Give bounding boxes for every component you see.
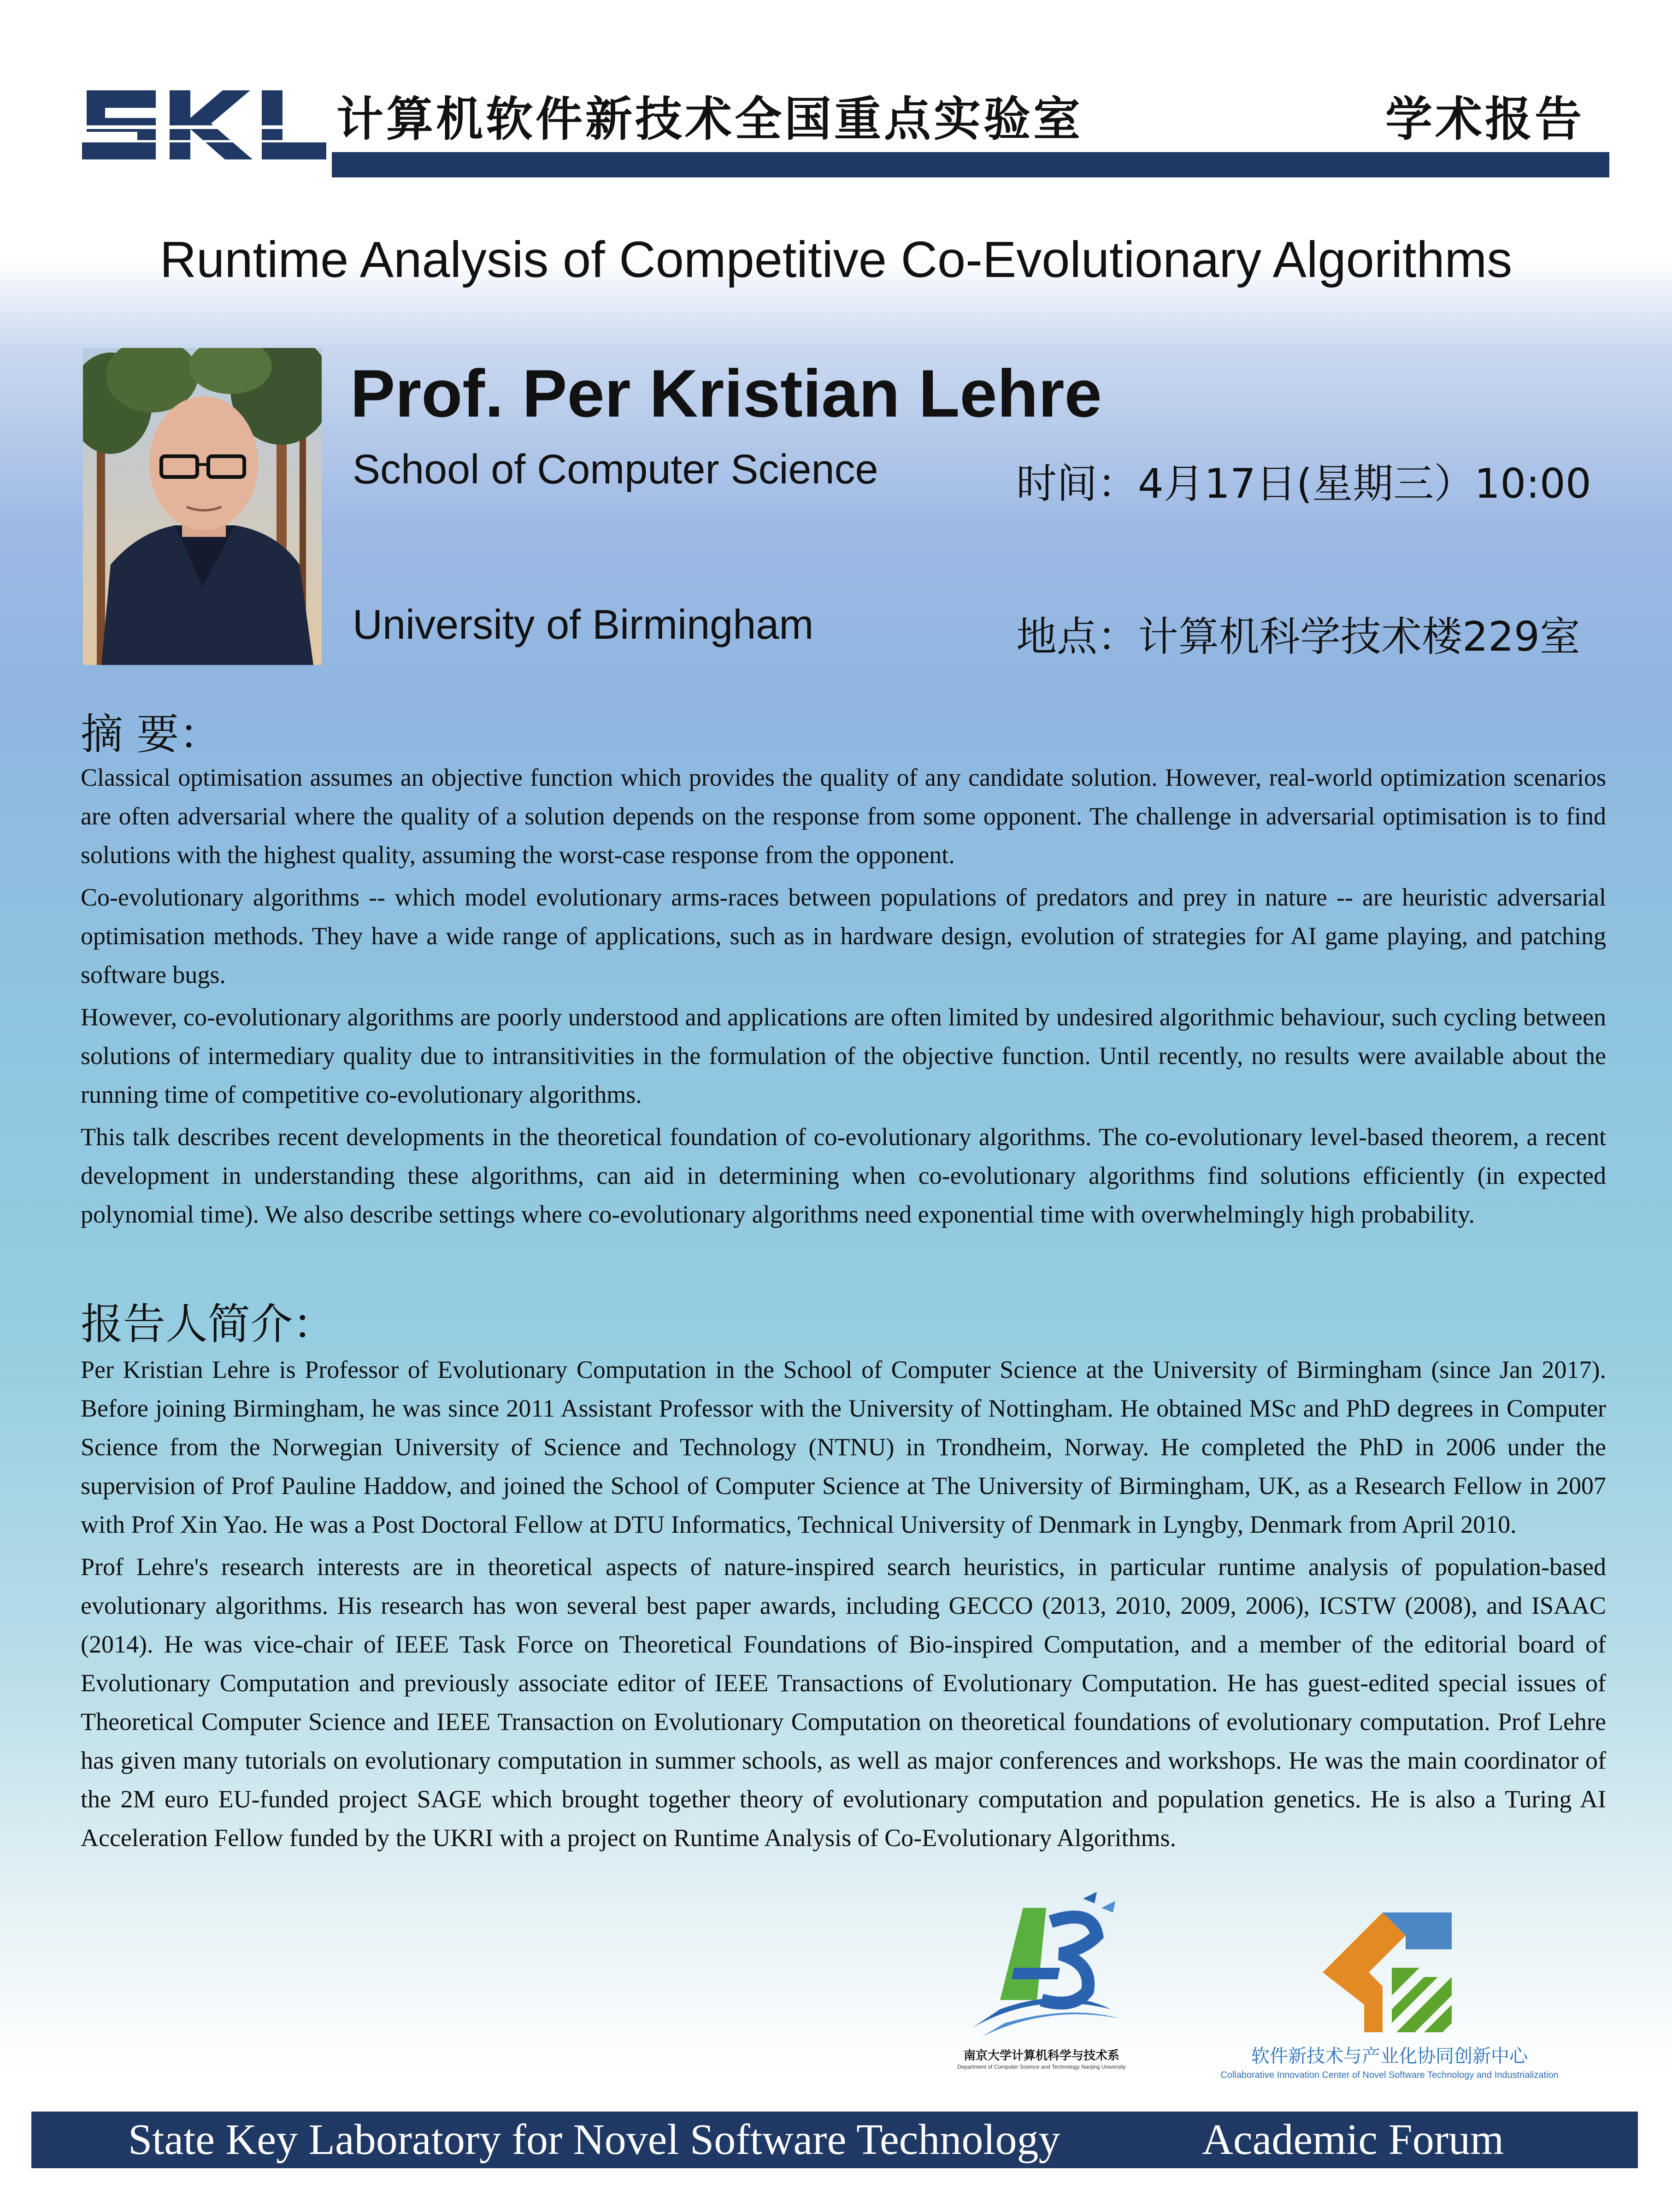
header-bar	[332, 152, 1609, 177]
footer-forum: Academic Forum	[1202, 2116, 1504, 2164]
report-label: 学术报告	[1385, 92, 1584, 147]
speaker-school: School of Computer Science	[353, 447, 878, 493]
footer-lab-name: State Key Laboratory for Novel Software Technology	[128, 2116, 1060, 2164]
speaker-name: Prof. Per Kristian Lehre	[350, 356, 1102, 431]
bio-heading: 报告人简介：	[81, 1300, 336, 1349]
speaker-university: University of Birmingham	[353, 602, 814, 648]
bio-paragraph: Prof Lehre's research interests are in theoretical aspects of nature-inspired search heuristics, in particular runtime analysis of population-based evolutionary algorithms. His research has won several best paper awards, including GECCO (2013, 2010, 2009, 2006), ICSTW (2008), and ISAAC (2014). He was vice-chair of IEEE Task Force on Theoretical Foundations of Bio-inspired Computation, and a member of the editorial board of Evolutionary Computation and previously associate editor of IEEE Transactions of Evolutionary Computation. He has guest-edited special issues of Theoretical Computer Science and IEEE Transaction on Evolutionary Computation on theoretical foundations of evolutionary computation. Prof Lehre has given many tutorials on evolutionary computation in summer schools, as well as major conferences and workshops. He was the main coordinator of the 2M euro EU-funded project SAGE which brought together theory of evolutionary computation and population genetics. He is also a Turing AI Acceleration Fellow funded by the UKRI with a project on Runtime Analysis of Co-Evolutionary Algorithms.	[81, 1553, 1606, 1852]
abstract-paragraph: This talk describes recent developments in the theoretical foundation of co-evolutionary algorithms. The co-evolutionary level-based theorem, a recent development in understanding these algorithms, can aid in determining when co-evolutionary algorithms find solutions efficiently (in expected polynomial time). We also describe settings where co-evolutionary algorithms need exponential time with overwhelmingly high probability.	[81, 1123, 1606, 1228]
center-name-en: Collaborative Innovation Center of Novel Software Technology and Industrialization	[1220, 2070, 1559, 2080]
lab-name: 计算机软件新技术全国重点实验室	[336, 92, 1083, 147]
talk-time: 时间：4月17日(星期三）10:00	[1016, 460, 1591, 507]
abstract-paragraph: Co-evolutionary algorithms -- which model evolutionary arms-races between populations of predators and prey in nature -- are heuristic adversarial optimisation methods. They have a wide range of applications, such as in hardware design, evolution of strategies for AI game playing, and patching software bugs.	[81, 883, 1606, 988]
talk-place: 地点：计算机科学技术楼229室	[1016, 613, 1580, 660]
footer-bar	[31, 2112, 1638, 2168]
abstract-paragraph: Classical optimisation assumes an objective function which provides the quality of any candidate solution. However, real-world optimization scenarios are often adversarial where the quality of a solution depends on the response from some opponent. The challenge in adversarial optimisation is to find solutions with the highest quality, assuming the worst-case response from the opponent.	[81, 764, 1606, 869]
speaker-photo	[83, 348, 322, 665]
abstract-body	[81, 758, 1606, 1237]
dept-name-en: Department of Computer Science and Technology Nanjing University	[957, 2064, 1126, 2070]
skl-logo	[77, 81, 329, 178]
center-logo	[1313, 1903, 1466, 2041]
center-name-cn: 软件新技术与产业化协同创新中心	[1251, 2046, 1528, 2067]
bio-body	[81, 1350, 1606, 1861]
dept-name-cn: 南京大学计算机科学与技术系	[963, 2049, 1119, 2063]
bio-paragraph: Per Kristian Lehre is Professor of Evolutionary Computation in the School of Computer Science at the University of Birmingham (since Jan 2017). Before joining Birmingham, he was since 2011 Assistant Professor with the University of Nottingham. He obtained MSc and PhD degrees in Computer Science from the Norwegian University of Science and Technology (NTNU) in Trondheim, Norway. He completed the PhD in 2006 under the supervision of Prof Pauline Haddow, and joined the School of Computer Science at The University of Birmingham, UK, as a Research Fellow in 2007 with Prof Xin Yao. He was a Post Doctoral Fellow at DTU Informatics, Technical University of Denmark in Lyngby, Denmark from April 2010.	[81, 1356, 1606, 1538]
abstract-paragraph: However, co-evolutionary algorithms are poorly understood and applications are often limited by undesired algorithmic behaviour, such cycling between solutions of intermediary quality due to intransitivities in the formulation of the objective function. Until recently, no results were available about the running time of competitive co-evolutionary algorithms.	[81, 1003, 1606, 1108]
abstract-heading: 摘 要：	[81, 710, 222, 759]
talk-title: Runtime Analysis of Competitive Co-Evolutionary Algorithms	[159, 231, 1513, 288]
